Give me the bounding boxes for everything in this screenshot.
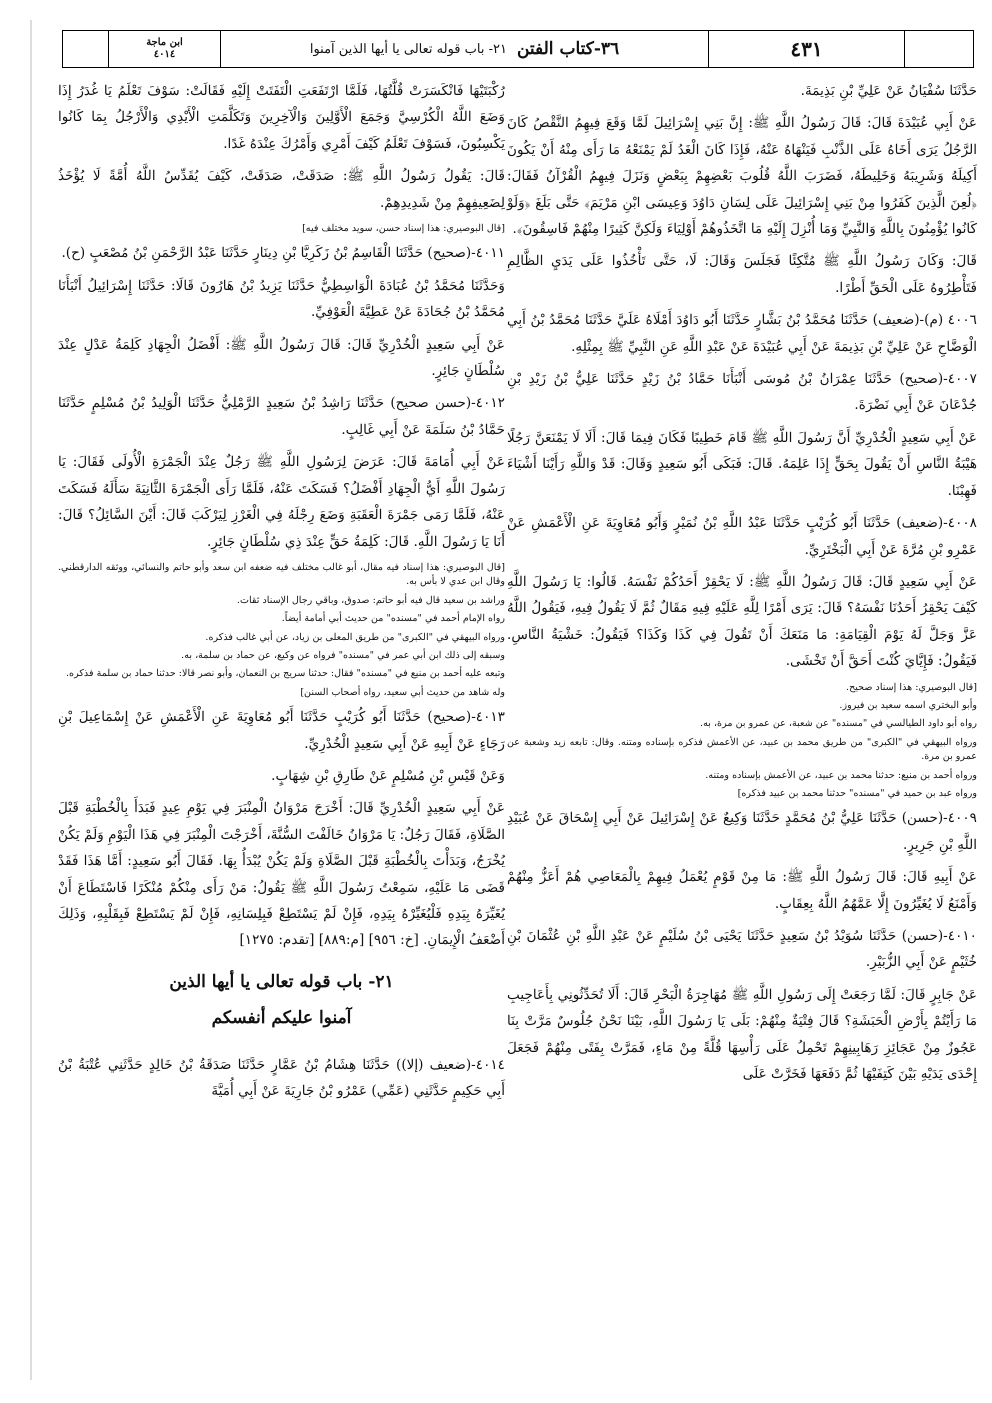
footnote: وراشد بن سعيد قال فيه أبو حاتم: صدوق، وباقي رجال الإسناد ثقات. [236,594,505,606]
hadith-paragraph: ٤٠٠٨-(ضعيف) حَدَّثَنَا أَبُو كُرَيْبٍ حَدَّثَنَا عَبْدُ اللَّهِ بْنُ نُمَيْرٍ وَأَبُو مُعَاوِيَةَ عَنِ الْأَعْمَشِ عَنْ عَمْرِو بْنِ مُرَّةَ عَنْ أَبِي الْبَخْتَرِيِّ. [507,515,977,558]
footnote: ورواه البيهقي في "الكبرى" من طريق المعلى بن زياد، عن أبي غالب فذكره. [205,631,505,643]
footnote: [قال البوصيري: هذا إسناد حسن، سويد مختلف فيه] [302,223,505,235]
hadith-paragraph: ٤٠١١-(صحيح) حَدَّثَنَا الْقَاسِمُ بْنُ زَكَرِيَّا بْنِ دِينَارٍ حَدَّثَنَا عَبْدُ الرَّحْمَنِ بْنُ مُصْعَبٍ (ح). [61,245,505,262]
paragraph: عَنْ أَبِي عُبَيْدَةَ قَالَ: قَالَ رَسُولُ اللَّهِ ﷺ: إِنَّ بَنِي إِسْرَائِيلَ لَمَّا وَقَعَ فِيهِمُ النَّقْصُ كَانَ الرَّجُلُ يَرَى أَخَاهُ عَلَى الذَّنْبِ فَيَنْهَاهُ عَنْهُ، فَإِذَا كَانَ الْغَدُ لَمْ يَمْنَعْهُ مَا رَأَى مِنْهُ أَنْ يَكُونَ أَكِيلَهُ وَشَرِيبَهُ وَخَلِيطَهُ، فَضَرَبَ اللَّهُ قُلُوبَ بَعْضِهِمْ بِبَعْضٍ وَنَزَلَ فِيهِمُ الْقُرْآنُ فَقَالَ: ﴿لُعِنَ الَّذِينَ كَفَرُوا مِنْ بَنِي إِسْرَائِيلَ عَلَى لِسَانِ دَاوُدَ وَعِيسَى ابْنِ مَرْيَمَ﴾ حَتَّى بَلَغَ ﴿وَلَوْ كَانُوا يُؤْمِنُونَ بِاللَّهِ وَالنَّبِيِّ وَمَا أُنْزِلَ إِلَيْهِ مَا اتَّخَذُوهُمْ أَوْلِيَاءَ وَلَكِنَّ كَثِيرًا مِنْهُمْ فَاسِقُونَ﴾. [507,115,977,238]
chapter-heading-line: آمنوا عليكم أنفسكم [211,1007,352,1028]
left-column [58,78,505,1111]
hadith-paragraph: ٤٠٠٦ (م)-(ضعيف) حَدَّثَنَا مُحَمَّدُ بْنُ بَشَّارٍ حَدَّثَنَا أَبُو دَاوُدَ أَمْلَاهُ عَلَيَّ حَدَّثَنَا مُحَمَّدُ بْنُ أَبِي الْوَضَّاحِ عَنْ عَلِيِّ بْنِ بَذِيمَةَ عَنْ أَبِي عُبَيْدَةَ عَنْ عَبْدِ اللَّهِ عَنِ النَّبِيِّ ﷺ بِمِثْلِهِ. [507,312,977,355]
chapter-heading [58,964,505,1036]
footnote: وله شاهد من حديث أبي سعيد، رواه أصحاب السنن] [300,686,505,698]
paragraph: عَنْ أَبِي سَعِيدٍ قَالَ: قَالَ رَسُولُ اللَّهِ ﷺ: لَا يَحْقِرْ أَحَدُكُمْ نَفْسَهُ. قَالُوا: يَا رَسُولَ اللَّهِ كَيْفَ يَحْقِرُ أَحَدُنَا نَفْسَهُ؟ قَالَ: يَرَى أَمْرًا لِلَّهِ عَلَيْهِ فِيهِ مَقَالٌ ثُمَّ لَا يَقُولُ فِيهِ، فَيَقُولُ اللَّهُ عَزَّ وَجَلَّ لَهُ يَوْمَ الْقِيَامَةِ: مَا مَنَعَكَ أَنْ تَقُولَ فِي كَذَا وَكَذَا؟ فَيَقُولُ: خَشْيَةُ النَّاسِ. فَيَقُولُ: فَإِيَّايَ كُنْتَ أَحَقَّ أَنْ تَخْشَى. [507,573,977,670]
right-column [507,78,977,1093]
paragraph: وَحَدَّثَنَا مُحَمَّدُ بْنُ عُبَادَةَ الْوَاسِطِيُّ حَدَّثَنَا يَزِيدُ بْنُ هَارُونَ قَالَا: حَدَّثَنَا إِسْرَائِيلُ أَنْبَأَنَا مُحَمَّدُ بْنُ جُحَادَةَ عَنْ عَطِيَّةَ الْعَوْفِيِّ. [58,277,505,321]
paragraph: عَنْ أَبِي سَعِيدٍ الْخُدْرِيِّ قَالَ: أَخْرَجَ مَرْوَانُ الْمِنْبَرَ فِي يَوْمِ عِيدٍ فَبَدَأَ بِالْخُطْبَةِ قَبْلَ الصَّلَاةِ، فَقَالَ رَجُلٌ: يَا مَرْوَانُ خَالَفْتَ السُّنَّةَ، أَخْرَجْتَ الْمِنْبَرَ فِي هَذَا الْيَوْمِ وَلَمْ يَكُنْ يُخْرَجُ، وَبَدَأْتَ بِالْخُطْبَةِ قَبْلَ الصَّلَاةِ وَلَمْ يَكُنْ يُبْدَأُ بِهَا. فَقَالَ أَبُو سَعِيدٍ: أَمَّا هَذَا فَقَدْ قَضَى مَا عَلَيْهِ، سَمِعْتُ رَسُولَ اللَّهِ ﷺ يَقُولُ: مَنْ رَأَى مِنْكُمْ مُنْكَرًا فَاسْتَطَاعَ أَنْ يُغَيِّرَهُ بِيَدِهِ فَلْيُغَيِّرْهُ بِيَدِهِ، فَإِنْ لَمْ يَسْتَطِعْ فَبِلِسَانِهِ، فَإِنْ لَمْ يَسْتَطِعْ فَبِقَلْبِهِ، وَذَلِكَ أَضْعَفُ الْإِيمَانِ. [خ: ٩٥٦] [م:٨٨٩] [تقدم: ١٢٧٥] [58,800,505,949]
page-number: ٤٣١ [709,31,905,67]
running-title [221,31,709,67]
hadith-paragraph: ٤٠١٣-(صحيح) حَدَّثَنَا أَبُو كُرَيْبٍ حَدَّثَنَا أَبُو مُعَاوِيَةَ عَنِ الْأَعْمَشِ عَنْ إِسْمَاعِيلَ بْنِ رَجَاءٍ عَنْ أَبِيهِ عَنْ أَبِي سَعِيدٍ الْخُدْرِيِّ. [58,709,505,752]
header-empty-cell [905,31,973,67]
footnote: وأبو البختري اسمه سعيد بن فيروز. [839,699,977,711]
source-name: ابن ماجة [146,37,183,48]
footnote: ورواه عبد بن حميد في "مسنده" حدثنا محمد بن عبيد فذكره] [737,787,977,799]
footnote: رواه الإمام أحمد في "مسنده" من حديث أبي أمامة أيضاً. [281,613,505,625]
hadith-paragraph: ٤٠١٤-(ضعيف (إلا)) حَدَّثَنَا هِشَامُ بْنُ عَمَّارٍ حَدَّثَنَا صَدَقَةُ بْنُ خَالِدٍ حَدَّثَنِي عُتْبَةُ بْنُ أَبِي حَكِيمٍ حَدَّثَنِي (عَمِّي) عَمْرُو بْنُ جَارِيَةَ عَنْ أَبِي أُمَيَّةَ [58,1056,505,1100]
source-reference-box [109,31,221,67]
paragraph: عَنْ جَابِرٍ قَالَ: لَمَّا رَجَعَتْ إِلَى رَسُولِ اللَّهِ ﷺ مُهَاجِرَةُ الْبَحْرِ قَالَ: أَلَا تُحَدِّثُونِي بِأَعَاجِيبِ مَا رَأَيْتُمْ بِأَرْضِ الْحَبَشَةِ؟ قَالَ فِتْيَةٌ مِنْهُمْ: بَلَى يَا رَسُولَ اللَّهِ، بَيْنَا نَحْنُ جُلُوسٌ مَرَّتْ بِنَا عَجُوزٌ مِنْ عَجَائِزِ رَهَابِينِهِمْ تَحْمِلُ عَلَى رَأْسِهَا قُلَّةً مِنْ مَاءٍ، فَمَرَّتْ بِفَتًى مِنْهُمْ فَجَعَلَ إِحْدَى يَدَيْهِ بَيْنَ كَتِفَيْهَا ثُمَّ دَفَعَهَا فَخَرَّتْ عَلَى [507,986,977,1083]
hadith-paragraph: ٤٠١٠-(حسن) حَدَّثَنَا سُوَيْدُ بْنُ سَعِيدٍ حَدَّثَنَا يَحْيَى بْنُ سُلَيْمٍ عَنْ عَبْدِ اللَّهِ بْنِ عُثْمَانَ بْنِ خُثَيْمٍ عَنْ أَبِي الزُّبَيْرِ. [507,928,977,971]
chapter-running-title: ٢١- باب قوله تعالى يا أيها الذين آمنوا [309,41,507,57]
header-empty-cell [63,31,109,67]
paragraph: وَعَنْ قَيْسِ بْنِ مُسْلِمٍ عَنْ طَارِقِ بْنِ شِهَابٍ. [271,767,505,784]
paragraph: عَنْ أَبِي سَعِيدٍ الْخُدْرِيِّ أَنَّ رَسُولَ اللَّهِ ﷺ قَامَ خَطِيبًا فَكَانَ فِيمَا قَالَ: أَلَا لَا يَمْنَعَنَّ رَجُلًا هَيْبَةُ النَّاسِ أَنْ يَقُولَ بِحَقٍّ إِذَا عَلِمَهُ. قَالَ: فَبَكَى أَبُو سَعِيدٍ وَقَالَ: قَدْ وَاللَّهِ رَأَيْنَا أَشْيَاءَ فَهِبْنَا. [507,429,977,499]
paragraph: حَدَّثَنَا سُفْيَانُ عَنْ عَلِيِّ بْنِ بَذِيمَةَ. [800,83,977,99]
book-title: ٣٦-كتاب الفتن [516,39,620,59]
footnote: ورواه البيهقي في "الكبرى" من طريق محمد بن عبيد، عن الأعمش فذكره بإسناده ومتنه. وقال: تابعه زيد وشعبة عن عمرو بن مرة. [507,736,977,763]
paragraph: رُكْبَتَيْهَا فَانْكَسَرَتْ قُلَّتُهَا، فَلَمَّا ارْتَفَعَتِ الْتَفَتَتْ إِلَيْهِ فَقَالَتْ: سَوْفَ تَعْلَمُ يَا غُدَرُ إِذَا وَضَعَ اللَّهُ الْكُرْسِيَّ وَجَمَعَ الْأَوَّلِينَ وَالْآخِرِينَ وَتَكَلَّمَتِ الْأَيْدِي وَالْأَرْجُلُ بِمَا كَانُوا يَكْسِبُونَ، فَسَوْفَ تَعْلَمُ كَيْفَ أَمْرِي وَأَمْرُكَ عِنْدَهُ غَدًا. [58,83,505,152]
paragraph: عَنْ أَبِي سَعِيدٍ الْخُدْرِيِّ قَالَ: قَالَ رَسُولُ اللَّهِ ﷺ: أَفْضَلُ الْجِهَادِ كَلِمَةُ عَدْلٍ عِنْدَ سُلْطَانٍ جَائِرٍ. [58,336,505,380]
footnote: [قال البوصيري: هذا إسناد صحيح. [846,681,977,693]
page-header [62,30,974,68]
hadith-paragraph: ٤٠٠٧-(صحيح) حَدَّثَنَا عِمْرَانُ بْنُ مُوسَى أَنْبَأَنَا حَمَّادُ بْنُ زَيْدٍ حَدَّثَنَا عَلِيُّ بْنُ زَيْدِ بْنِ جُدْعَانَ عَنْ أَبِي نَضْرَةَ. [507,371,977,414]
paragraph: عَنْ أَبِيهِ قَالَ: قَالَ رَسُولُ اللَّهِ ﷺ: مَا مِنْ قَوْمٍ يُعْمَلُ فِيهِمْ بِالْمَعَاصِي هُمْ أَعَزُّ مِنْهُمْ وَأَمْنَعُ لَا يُغَيِّرُونَ إِلَّا عَمَّهُمُ اللَّهُ بِعِقَابٍ. [507,869,977,912]
paragraph: عَنْ أَبِي أُمَامَةَ قَالَ: عَرَضَ لِرَسُولِ اللَّهِ ﷺ رَجُلٌ عِنْدَ الْجَمْرَةِ الْأُولَى فَقَالَ: يَا رَسُولَ اللَّهِ أَيُّ الْجِهَادِ أَفْضَلُ؟ فَسَكَتَ عَنْهُ، فَلَمَّا رَأَى الْجَمْرَةَ الثَّانِيَةَ سَأَلَهُ فَسَكَتَ عَنْهُ، فَلَمَّا رَمَى جَمْرَةَ الْعَقَبَةِ وَضَعَ رِجْلَهُ فِي الْغَرْزِ لِيَرْكَبَ قَالَ: أَيْنَ السَّائِلُ؟ قَالَ: أَنَا يَا رَسُولَ اللَّهِ. قَالَ: كَلِمَةُ حَقٍّ عِنْدَ ذِي سُلْطَانٍ جَائِرٍ. [58,454,505,550]
paragraph: قَالَ: يَقُولُ رَسُولُ اللَّهِ ﷺ: صَدَقَتْ، صَدَقَتْ، كَيْفَ يُقَدِّسُ اللَّهُ أُمَّةً لَا يُؤْخَذُ لِضَعِيفِهِمْ مِنْ شَدِيدِهِمْ. [58,168,505,211]
footnote: وتبعه عليه أحمد بن منيع في "مسنده" فقال: حدثنا سريج بن النعمان، وأبو نصر قالا: حدثنا حماد بن سلمة فذكره. [66,668,505,680]
footnote: ورواه أحمد بن منيع: حدثنا محمد بن عبيد، عن الأعمش بإسناده ومتنه. [705,769,977,781]
footnote: وسبقه إلى ذلك ابن أبي عمر في "مسنده" فرواه عن وكيع، عن حماد بن سلمة، به. [181,649,505,661]
source-range: ٤٠١٤ [153,49,176,60]
hadith-paragraph: ٤٠١٢-(حسن صحيح) حَدَّثَنَا رَاشِدُ بْنُ سَعِيدٍ الرَّمْلِيُّ حَدَّثَنَا الْوَلِيدُ بْنُ مُسْلِمٍ حَدَّثَنَا حَمَّادُ بْنُ سَلَمَةَ عَنْ أَبِي غَالِبٍ. [58,395,505,438]
chapter-heading-line: ٢١- باب قوله تعالى يا أيها الذين [169,971,394,992]
footnote: [قال البوصيري: هذا إسناد فيه مقال، أبو غالب مختلف فيه ضعفه ابن سعد وأبو حاتم والنسائي، ووثقه الدارقطني. وقال ابن عدي لا بأس به. [58,561,505,588]
paragraph: قَالَ: وَكَانَ رَسُولُ اللَّهِ ﷺ مُتَّكِئًا فَجَلَسَ وَقَالَ: لَا، حَتَّى تَأْخُذُوا عَلَى يَدَيِ الظَّالِمِ فَتَأْطِرُوهُ عَلَى الْحَقِّ أَطْرًا. [507,253,977,296]
scan-edge [30,20,32,1380]
footnote: رواه أبو داود الطيالسي في "مسنده" عن شعبة، عن عمرو بن مرة، به. [700,718,977,730]
hadith-paragraph: ٤٠٠٩-(حسن) حَدَّثَنَا عَلِيُّ بْنُ مُحَمَّدٍ حَدَّثَنَا وَكِيعٌ عَنْ إِسْرَائِيلَ عَنْ أَبِي إِسْحَاقَ عَنْ عُبَيْدِ اللَّهِ بْنِ جَرِيرٍ. [507,810,977,853]
